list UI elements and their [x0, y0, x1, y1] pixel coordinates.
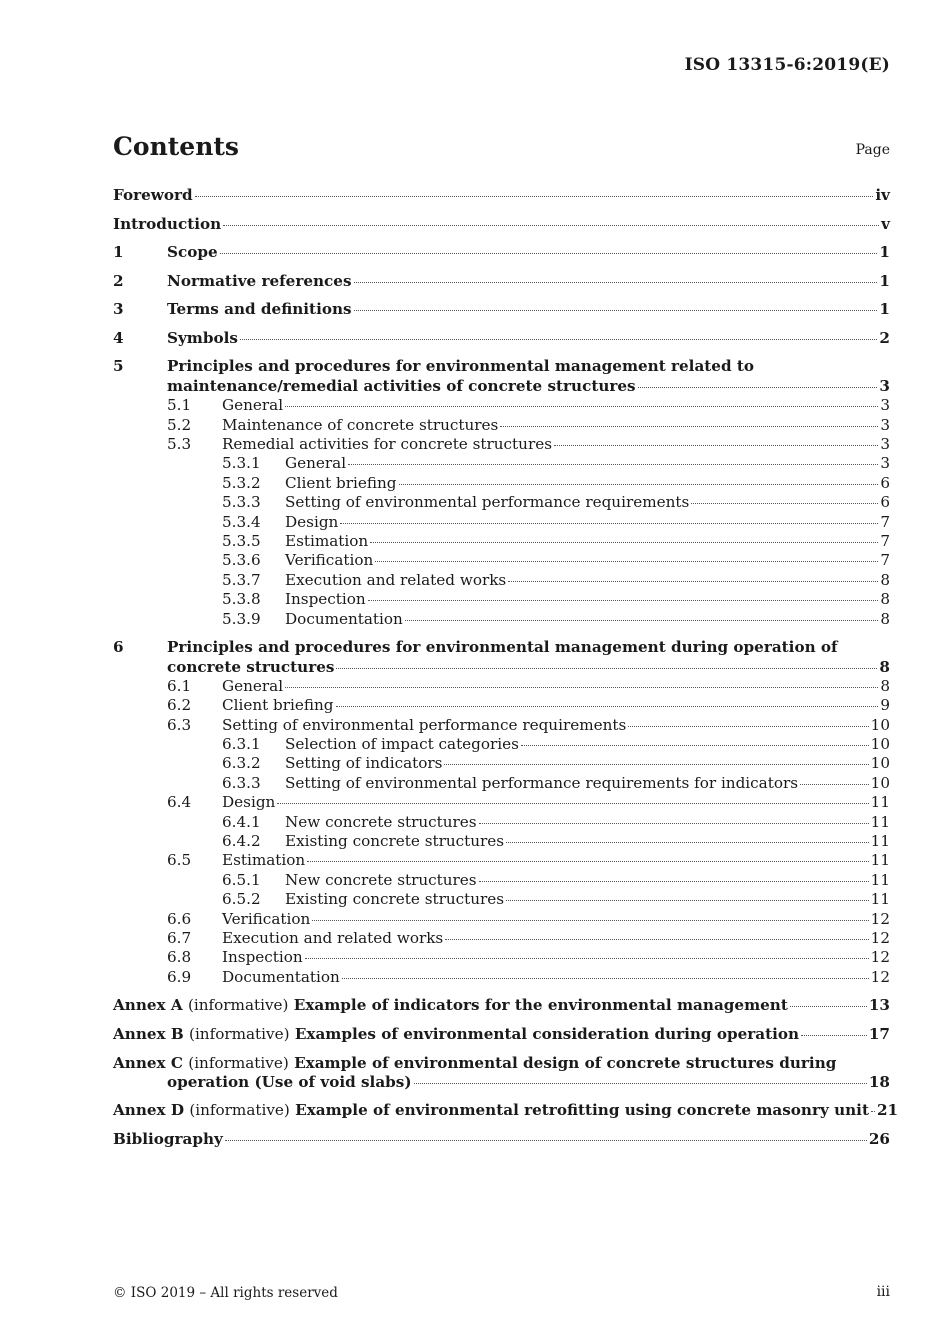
toc-number: 6.3.3	[222, 773, 261, 792]
toc-title: New concrete structures	[285, 870, 477, 889]
toc-title: Setting of environmental performance requirements	[285, 493, 690, 512]
toc-entry-5-1[interactable]	[113, 396, 890, 415]
toc-number: 4	[113, 328, 124, 347]
toc-number: 5.3.2	[222, 473, 261, 492]
toc-number: 6.5.1	[222, 870, 261, 889]
toc-entry-foreword[interactable]	[113, 186, 890, 205]
toc-entry-6-3[interactable]	[113, 716, 890, 735]
toc-entry-6-3-3[interactable]	[113, 774, 890, 793]
toc-entry-normative-references[interactable]	[113, 272, 890, 291]
toc-page: 3	[880, 435, 890, 454]
toc-page: 12	[870, 928, 890, 947]
toc-number: 3	[113, 300, 124, 319]
toc-entry-6-7[interactable]	[113, 929, 890, 948]
toc-title: Introduction	[113, 214, 222, 233]
toc-entry-annex-b[interactable]	[113, 1025, 890, 1044]
toc-entry-5-3[interactable]	[113, 435, 890, 454]
toc-entry-5-3-2[interactable]	[113, 474, 890, 493]
toc-title: Symbols	[167, 328, 238, 347]
toc-page: 1	[879, 271, 890, 290]
annex-label: Annex B	[113, 1024, 184, 1043]
toc-entry-6-4-2[interactable]	[113, 832, 890, 851]
toc-entry-5-3-4[interactable]	[113, 513, 890, 532]
copyright-notice: © ISO 2019 – All rights reserved	[113, 1285, 338, 1301]
toc-title: Example of indicators for the environmental management	[293, 996, 788, 1015]
document-id: ISO 13315-6:2019(E)	[684, 55, 890, 75]
toc-title-line2: concrete structures	[167, 657, 335, 676]
toc-entry-6-4[interactable]	[113, 793, 890, 812]
toc-number: 5.3.3	[222, 493, 261, 512]
toc-number: 5.3.7	[222, 570, 261, 589]
annex-label: Annex A	[113, 996, 183, 1015]
annex-kind: (informative)	[187, 996, 289, 1015]
toc-title: Inspection	[285, 590, 366, 609]
toc-entry-annex-c[interactable]	[113, 1054, 890, 1093]
toc-title: Maintenance of concrete structures	[222, 415, 499, 434]
toc-page: 13	[868, 996, 890, 1015]
toc-title: Scope	[167, 243, 218, 262]
toc-number: 6.4.1	[222, 812, 261, 831]
toc-entry-bibliography[interactable]	[113, 1130, 890, 1149]
toc-entry-6-6[interactable]	[113, 910, 890, 929]
toc-page: 12	[870, 909, 890, 928]
page-number: iii	[876, 1284, 890, 1300]
toc-title: Execution and related works	[222, 928, 444, 947]
toc-title-line2: operation (Use of void slabs)	[167, 1072, 412, 1091]
toc-entry-5-2[interactable]	[113, 416, 890, 435]
toc-number: 6.3.1	[222, 735, 261, 754]
toc-entry-6-2[interactable]	[113, 696, 890, 715]
toc-entry-section-6[interactable]	[113, 638, 890, 677]
toc-page: 11	[870, 832, 890, 851]
toc-number: 5.3.5	[222, 531, 261, 550]
toc-title: Design	[222, 793, 276, 812]
toc-page: 8	[880, 676, 890, 695]
toc-page: v	[881, 214, 890, 233]
toc-title: Setting of indicators	[285, 754, 443, 773]
toc-number: 5.1	[167, 396, 192, 415]
toc-title: Documentation	[222, 967, 340, 986]
toc-entry-6-1[interactable]	[113, 677, 890, 696]
toc-page: 11	[870, 890, 890, 909]
toc-page: 11	[870, 793, 890, 812]
toc-number: 5	[113, 357, 124, 376]
toc-page: 3	[879, 376, 890, 395]
toc-entry-6-9[interactable]	[113, 968, 890, 987]
toc-number: 5.3.4	[222, 512, 261, 531]
toc-title: Design	[285, 512, 339, 531]
toc-number: 5.3.9	[222, 609, 261, 628]
toc-page: 9	[880, 696, 890, 715]
toc-title: Foreword	[113, 186, 193, 204]
toc-page: iv	[875, 186, 890, 204]
toc-page: 6	[880, 493, 890, 512]
toc-entry-5-3-3[interactable]	[113, 493, 890, 512]
toc-title: Existing concrete structures	[285, 832, 505, 851]
toc-title: Estimation	[222, 851, 306, 870]
toc-number: 6.2	[167, 696, 192, 715]
toc-number: 6	[113, 638, 124, 657]
toc-page: 7	[880, 512, 890, 531]
toc-page: 21	[876, 1101, 899, 1120]
toc-number: 5.3.6	[222, 551, 261, 570]
toc-page: 12	[870, 948, 890, 967]
toc-page: 3	[880, 454, 890, 473]
toc-page: 3	[880, 415, 890, 434]
toc-entry-5-3-7[interactable]	[113, 571, 890, 590]
toc-entry-6-3-2[interactable]	[113, 754, 890, 773]
toc-title: Inspection	[222, 948, 303, 967]
toc-title: Client briefing	[285, 473, 397, 492]
toc-title: General	[285, 454, 347, 473]
annex-label: Annex C	[113, 1053, 183, 1072]
toc-entry-introduction[interactable]	[113, 215, 890, 234]
toc-title-line1: Principles and procedures for environmental management related to	[167, 357, 755, 376]
toc-entry-symbols[interactable]	[113, 329, 890, 348]
toc-entry-5-3-1[interactable]	[113, 454, 890, 473]
toc-entry-annex-d[interactable]	[113, 1101, 899, 1120]
toc-title: Example of environmental retrofitting using concrete masonry unit	[295, 1101, 869, 1120]
toc-title: Execution and related works	[285, 570, 507, 589]
toc-entry-6-5-1[interactable]	[113, 871, 890, 890]
toc-page: 26	[868, 1130, 890, 1149]
toc-page: 1	[879, 300, 890, 319]
toc-page: 7	[880, 531, 890, 550]
toc-number: 5.3	[167, 435, 192, 454]
toc-title: Documentation	[285, 609, 403, 628]
toc-page: 12	[870, 967, 890, 986]
toc-title: New concrete structures	[285, 812, 477, 831]
toc-number: 6.9	[167, 967, 192, 986]
toc-title: General	[222, 676, 284, 695]
toc-page: 10	[870, 735, 890, 754]
toc-title: Terms and definitions	[167, 300, 352, 319]
annex-kind: (informative)	[189, 1101, 290, 1120]
toc-number: 6.3.2	[222, 754, 261, 773]
toc-page: 10	[870, 754, 890, 773]
toc-title-line1: Example of environmental design of concrete structures during	[294, 1053, 837, 1072]
toc-page: 3	[880, 396, 890, 415]
toc-title-line1: Principles and procedures for environmental management during operation of	[167, 638, 838, 657]
toc-number: 6.7	[167, 928, 192, 947]
toc-entry-annex-a[interactable]	[113, 996, 890, 1015]
toc-number: 6.6	[167, 909, 192, 928]
toc-page: 6	[880, 473, 890, 492]
toc-page: 11	[870, 870, 890, 889]
toc-number: 6.5	[167, 851, 192, 870]
toc-entry-6-5[interactable]	[113, 851, 890, 870]
toc-number: 6.1	[167, 676, 192, 695]
toc-title: Remedial activities for concrete structures	[222, 435, 552, 454]
toc-title: Verification	[285, 551, 374, 570]
toc-title: Normative references	[167, 271, 352, 290]
toc-page: 2	[879, 328, 890, 347]
toc-number: 2	[113, 271, 124, 290]
toc-number: 5.3.1	[222, 454, 261, 473]
toc-title: Estimation	[285, 531, 369, 550]
toc-entry-6-8[interactable]	[113, 948, 890, 967]
toc-entry-5-3-5[interactable]	[113, 532, 890, 551]
contents-heading: Contents	[113, 132, 240, 161]
toc-number: 5.3.8	[222, 590, 261, 609]
table-of-contents	[113, 186, 899, 1149]
toc-entry-scope[interactable]	[113, 243, 890, 262]
toc-title: Setting of environmental performance requirements for indicators	[285, 773, 799, 792]
toc-page: 11	[870, 851, 890, 870]
toc-title: Selection of impact categories	[285, 735, 519, 754]
toc-title-line2: maintenance/remedial activities of concrete structures	[167, 376, 636, 395]
toc-page: 8	[880, 590, 890, 609]
toc-entry-section-5[interactable]	[113, 357, 890, 396]
page-column-label: Page	[855, 142, 890, 158]
toc-number: 6.5.2	[222, 890, 261, 909]
toc-title: Setting of environmental performance requirements	[222, 715, 627, 734]
toc-page: 8	[880, 609, 890, 628]
toc-page: 10	[870, 773, 890, 792]
toc-title: General	[222, 396, 284, 415]
toc-entry-terms-and-definitions[interactable]	[113, 300, 890, 319]
toc-number: 5.2	[167, 415, 192, 434]
toc-page: 7	[880, 551, 890, 570]
toc-title: Client briefing	[222, 696, 334, 715]
annex-kind: (informative)	[189, 1024, 290, 1043]
toc-page: 17	[868, 1024, 890, 1043]
toc-page: 18	[868, 1072, 890, 1091]
toc-page: 1	[879, 243, 890, 262]
toc-number: 6.4	[167, 793, 192, 812]
toc-page: 10	[870, 715, 890, 734]
toc-entry-5-3-6[interactable]	[113, 551, 890, 570]
toc-number: 6.4.2	[222, 832, 261, 851]
toc-page: 8	[879, 657, 890, 676]
toc-number: 1	[113, 243, 124, 262]
toc-page: 11	[870, 812, 890, 831]
annex-kind: (informative)	[188, 1053, 289, 1072]
annex-label: Annex D	[113, 1101, 185, 1120]
toc-number: 6.8	[167, 948, 192, 967]
toc-entry-6-4-1[interactable]	[113, 813, 890, 832]
toc-entry-5-3-9[interactable]	[113, 610, 890, 629]
toc-title: Bibliography	[113, 1130, 223, 1149]
toc-entry-5-3-8[interactable]	[113, 590, 890, 609]
toc-number: 6.3	[167, 715, 192, 734]
toc-page: 8	[880, 570, 890, 589]
toc-entry-6-3-1[interactable]	[113, 735, 890, 754]
toc-title: Existing concrete structures	[285, 890, 505, 909]
toc-title: Verification	[222, 909, 311, 928]
toc-entry-6-5-2[interactable]	[113, 890, 890, 909]
toc-title: Examples of environmental consideration during operation	[294, 1024, 800, 1043]
